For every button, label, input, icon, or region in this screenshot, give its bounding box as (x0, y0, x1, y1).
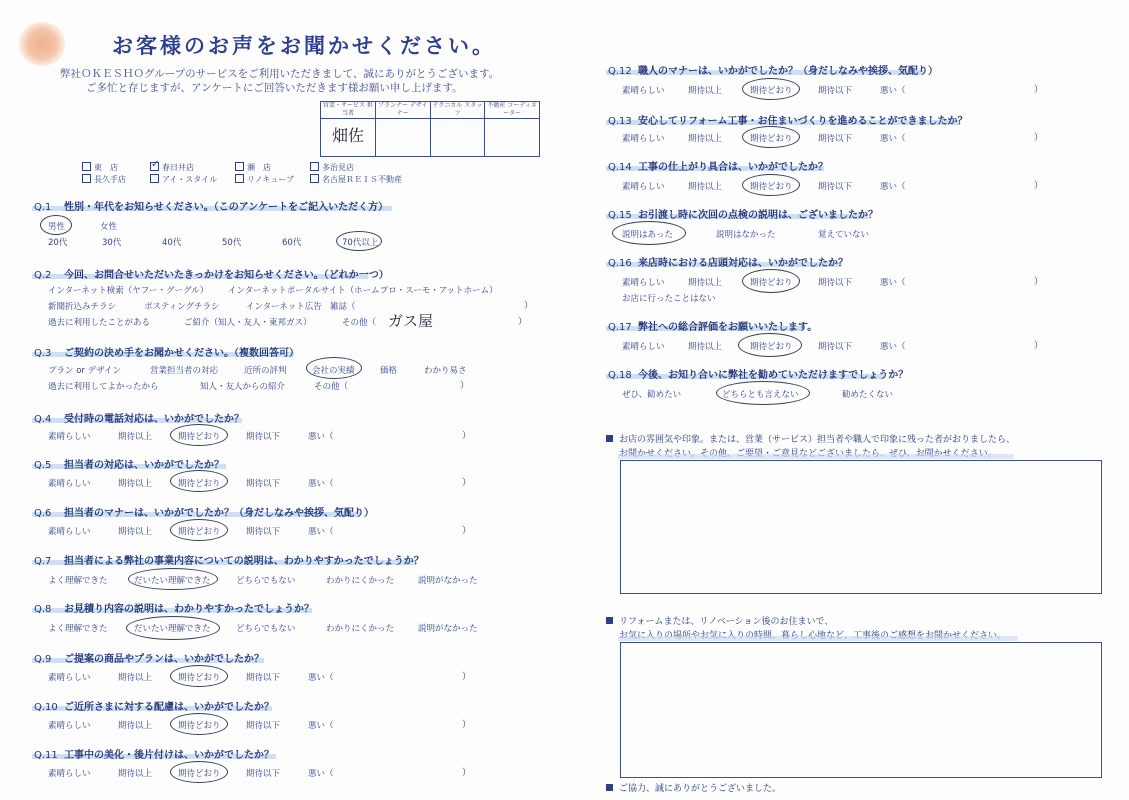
q9-option-2[interactable]: 期待以上 (118, 673, 153, 683)
q16-option-3[interactable]: 期待どおり (750, 278, 793, 288)
q3-option-sales-staff[interactable]: 営業担当者の対応 (150, 366, 219, 376)
q14-option-1[interactable]: 素晴らしい (622, 182, 665, 192)
q3-other-close: ） (460, 381, 470, 391)
q1-answer-circle-70s (336, 231, 382, 251)
q1-option-female[interactable]: 女性 (100, 222, 118, 232)
store-checkbox-renocube[interactable]: リノキューブ (235, 174, 294, 185)
q12-option-2[interactable]: 期待以上 (688, 86, 723, 96)
q6-option-5[interactable]: 悪い（ (308, 527, 334, 537)
question-q9: Q.9 ご提案の商品やプランは、いかがでしたか？ (34, 654, 264, 665)
q11-option-3[interactable]: 期待どおり (178, 769, 221, 779)
q17-option-3[interactable]: 期待どおり (750, 342, 793, 352)
q16-option-2[interactable]: 期待以上 (688, 278, 723, 288)
q10-option-4[interactable]: 期待以下 (246, 721, 281, 731)
staff-header-sales: 営業・サービス 担当者 (321, 102, 376, 119)
q16-option-4[interactable]: 期待以下 (818, 278, 853, 288)
q3-answer-circle (306, 357, 362, 379)
comment-1-prompt-line-1: お店の雰囲気や印象。または、営業（サービス）担当者や職人で印象に残った者がおりましたら、 (606, 432, 1015, 445)
q7-option-3[interactable]: どちらでもない (236, 576, 296, 586)
q2-other-answer[interactable]: ガス屋 (388, 312, 434, 330)
q18-option-2[interactable]: どちらとも言えない (722, 390, 799, 400)
q7-option-2[interactable]: だいたい理解できた (134, 576, 211, 586)
staff-sales-value[interactable]: 畑佐 (331, 125, 364, 145)
question-q5: Q.5 担当者の対応は、いかがでしたか？ (34, 460, 224, 471)
question-q17: Q.17 弊社への総合評価をお願いいたします。 (608, 322, 818, 333)
q4-option-1[interactable]: 素晴らしい (48, 432, 91, 442)
question-q2: Q.2 今回、お問合せいただいたきっかけをお知らせください。（どれか一つ） (34, 270, 389, 281)
store-checkbox-kasugai[interactable]: ✓ 春日井店 (151, 159, 194, 172)
q14-answer-circle (742, 174, 800, 196)
q2-option-newspaper[interactable]: 新聞折込みチラシ (48, 302, 117, 312)
q11-option-5[interactable]: 悪い（ (308, 769, 334, 779)
q1-option-70s[interactable]: 70代以上 (342, 238, 379, 248)
q2-option-referral[interactable]: ご紹介（知人・友人・東邦ガス） (184, 318, 312, 328)
q6-answer-circle (170, 519, 228, 541)
q6-option-4[interactable]: 期待以下 (246, 527, 281, 537)
comment-2-textarea[interactable] (620, 642, 1102, 778)
q16-answer-circle (742, 269, 800, 293)
q13-close: ） (1034, 133, 1044, 143)
q15-option-2[interactable]: 説明はなかった (716, 230, 776, 240)
q6-option-2[interactable]: 期待以上 (118, 527, 153, 537)
question-q12: Q.12 職人のマナーは、いかがでしたか？（身だしなみや挨拶、気配り） (608, 66, 938, 77)
store-checkbox-higashi[interactable]: 東 店 (82, 162, 118, 173)
q8-answer-circle (126, 616, 220, 640)
q2-option-other[interactable]: その他（ (342, 318, 377, 328)
q6-option-3[interactable]: 期待どおり (178, 527, 221, 537)
q14-option-5[interactable]: 悪い（ (880, 182, 906, 192)
q2-option-search[interactable]: インターネット検索（ヤフー・グーグル） (48, 286, 209, 296)
q10-option-3[interactable]: 期待どおり (178, 721, 221, 731)
q6-option-1[interactable]: 素晴らしい (48, 527, 91, 537)
q3-option-reputation[interactable]: 近所の評判 (244, 366, 287, 376)
staff-realestate-cell[interactable] (485, 119, 540, 157)
q14-close: ） (1034, 181, 1044, 191)
question-q1: Q.1 性別・年代をお知らせください。（このアンケートをご記入いただく方） (34, 202, 389, 213)
q2-option-past-use[interactable]: 過去に利用したことがある (48, 318, 151, 328)
q5-option-1[interactable]: 素晴らしい (48, 479, 91, 489)
q9-option-5[interactable]: 悪い（ (308, 673, 334, 683)
q14-option-4[interactable]: 期待以下 (818, 182, 853, 192)
q4-option-2[interactable]: 期待以上 (118, 432, 153, 442)
q13-option-4[interactable]: 期待以下 (818, 134, 853, 144)
q16-option-never-visited[interactable]: お店に行ったことはない (622, 294, 716, 304)
staff-header-planner: プランナー デザイナー (375, 102, 430, 119)
q11-option-1[interactable]: 素晴らしい (48, 769, 91, 779)
q1-option-60s[interactable]: 60代 (282, 238, 302, 248)
q17-option-4[interactable]: 期待以下 (818, 342, 853, 352)
staff-table (320, 101, 540, 157)
q18-option-3[interactable]: 勧めたくない (842, 390, 894, 400)
question-q6: Q.6 担当者のマナーは、いかがでしたか？（身だしなみや挨拶、気配り） (34, 508, 374, 519)
store-checkbox-istyle[interactable]: アイ・スタイル (150, 174, 217, 185)
q2-option-portal[interactable]: インターネットポータルサイト（ホームプロ・スーモ・アットホーム） (228, 286, 498, 296)
q2-magazine-close: ） (524, 301, 534, 311)
staff-header-technical: テクニカル スタッフ (430, 102, 485, 119)
q5-close: ） (462, 478, 472, 488)
q12-close: ） (1034, 85, 1044, 95)
q7-option-5[interactable]: 説明がなかった (418, 576, 478, 586)
q5-option-2[interactable]: 期待以上 (118, 479, 153, 489)
q10-option-5[interactable]: 悪い（ (308, 721, 334, 731)
q3-option-other[interactable]: その他（ (314, 382, 349, 392)
q5-answer-circle (170, 470, 228, 492)
q18-answer-circle (716, 381, 810, 405)
q11-option-4[interactable]: 期待以下 (246, 769, 281, 779)
q13-option-1[interactable]: 素晴らしい (622, 134, 665, 144)
q15-option-3[interactable]: 覚えていない (818, 230, 870, 240)
q8-option-1[interactable]: よく理解できた (48, 624, 108, 634)
q12-option-1[interactable]: 素晴らしい (622, 86, 665, 96)
q1-option-male[interactable]: 男性 (48, 222, 66, 232)
ink-stamp (18, 22, 66, 66)
q9-answer-circle (170, 665, 228, 687)
store-checkbox-reis[interactable]: 名古屋ＲＥＩＳ不動産 (310, 174, 402, 185)
q3-option-price[interactable]: 価格 (380, 366, 398, 376)
intro-line-2: ご多忙と存じますが、アンケートにご回答いただきます様お願い申し上げます。 (86, 82, 463, 94)
q18-option-1[interactable]: ぜひ、勧めたい (622, 390, 682, 400)
q9-close: ） (462, 672, 472, 682)
q1-answer-circle-male (40, 215, 72, 235)
q8-option-3[interactable]: どちらでもない (236, 624, 296, 634)
q3-option-friend-referral[interactable]: 知人・友人からの紹介 (200, 382, 286, 392)
q17-answer-circle (738, 333, 802, 357)
q16-option-1[interactable]: 素晴らしい (622, 278, 665, 288)
q4-option-5[interactable]: 悪い（ (308, 432, 334, 442)
q12-answer-circle (742, 78, 800, 100)
question-q8: Q.8 お見積り内容の説明は、わかりやすかったでしょうか？ (34, 604, 314, 615)
q3-option-past-good[interactable]: 過去に利用してよかったから (48, 382, 159, 392)
q12-option-4[interactable]: 期待以下 (818, 86, 853, 96)
q2-option-web-ad[interactable]: インターネット広告 (246, 302, 322, 312)
q3-option-clarity[interactable]: わかり易さ (424, 366, 467, 376)
q12-option-3[interactable]: 期待どおり (750, 86, 793, 96)
q11-option-2[interactable]: 期待以上 (118, 769, 153, 779)
store-checkbox-tajimi[interactable]: 多治見店 (310, 162, 354, 173)
q15-option-1[interactable]: 説明はあった (622, 230, 673, 240)
q7-answer-circle (128, 568, 218, 590)
question-q16: Q.16 来店時における店頭対応は、いかがでしたか？ (608, 258, 848, 269)
q17-option-1[interactable]: 素晴らしい (622, 342, 665, 352)
q1-option-30s[interactable]: 30代 (102, 238, 122, 248)
question-q18: Q.18 今後、お知り合いに弊社を勧めていただけますでしょうか？ (608, 370, 909, 381)
q10-option-2[interactable]: 期待以上 (118, 721, 153, 731)
q4-close: ） (462, 431, 472, 441)
q6-close: ） (462, 526, 472, 536)
q1-option-20s[interactable]: 20代 (48, 238, 68, 248)
question-q3: Q.3 ご契約の決め手をお聞かせください。（複数回答可） (34, 348, 299, 359)
q9-option-1[interactable]: 素晴らしい (48, 673, 91, 683)
q10-option-1[interactable]: 素晴らしい (48, 721, 91, 731)
question-q14: Q.14 工事の仕上がり具合は、いかがでしたか？ (608, 162, 828, 173)
q14-option-2[interactable]: 期待以上 (688, 182, 723, 192)
intro-line-1: 弊社ＯＫＥＳＨＯグループのサービスをご利用いただきまして、誠にありがとうございます。 (60, 68, 500, 80)
question-q13: Q.13 安心してリフォーム工事・お住まいづくりを進めることができましたか？ (608, 116, 968, 127)
q14-option-3[interactable]: 期待どおり (750, 182, 793, 192)
q7-option-1[interactable]: よく理解できた (48, 576, 108, 586)
staff-header-realestate: 不動産 コーディネーター (485, 102, 540, 119)
thanks-message: ご協力、誠にありがとうございました。 (606, 781, 781, 794)
q1-option-40s[interactable]: 40代 (162, 238, 182, 248)
q9-option-3[interactable]: 期待どおり (178, 673, 221, 683)
question-q10: Q.10 ご近所さまに対する配慮は、いかがでしたか？ (34, 702, 274, 713)
q16-option-5[interactable]: 悪い（ (880, 278, 906, 288)
q4-option-4[interactable]: 期待以下 (246, 432, 281, 442)
q8-option-2[interactable]: だいたい理解できた (134, 624, 211, 634)
q7-option-4[interactable]: わかりにくかった (326, 576, 395, 586)
q16-close: ） (1034, 277, 1044, 287)
question-q15: Q.15 お引渡し時に次回の点検の説明は、ございましたか？ (608, 210, 878, 221)
comment-2-prompt-line-1: リフォームまたは、リノベーション後のお住まいで、 (606, 614, 833, 627)
q3-option-plan[interactable]: プラン or デザイン (48, 366, 122, 376)
q13-answer-circle (742, 126, 800, 148)
page-title: お客様のお声をお聞かせください。 (112, 34, 496, 58)
store-checkbox-seto[interactable]: 瀬 店 (235, 162, 271, 173)
q4-answer-circle (170, 424, 228, 446)
q5-option-3[interactable]: 期待どおり (178, 479, 221, 489)
q2-option-magazine[interactable]: 雑誌（ (330, 302, 356, 312)
q15-answer-circle (612, 221, 686, 245)
question-q4: Q.4 受付時の電話対応は、いかがでしたか？ (34, 414, 244, 425)
q11-close: ） (462, 768, 472, 778)
q2-option-posting[interactable]: ポスティングチラシ (144, 302, 220, 312)
q5-option-5[interactable]: 悪い（ (308, 479, 334, 489)
store-checkbox-nagakute[interactable]: 長久手店 (82, 174, 126, 185)
q9-option-4[interactable]: 期待以下 (246, 673, 281, 683)
q17-option-2[interactable]: 期待以上 (688, 342, 723, 352)
q10-close: ） (462, 720, 472, 730)
staff-technical-cell[interactable] (430, 119, 485, 157)
q8-option-5[interactable]: 説明がなかった (418, 624, 478, 634)
q11-answer-circle (170, 761, 228, 783)
q2-other-close: ） (518, 317, 528, 327)
q10-answer-circle (170, 713, 228, 735)
q3-option-track-record[interactable]: 会社の実績 (312, 366, 355, 376)
q13-option-3[interactable]: 期待どおり (750, 134, 793, 144)
q13-option-5[interactable]: 悪い（ (880, 134, 906, 144)
staff-planner-cell[interactable] (375, 119, 430, 157)
q13-option-2[interactable]: 期待以上 (688, 134, 723, 144)
q12-option-5[interactable]: 悪い（ (880, 86, 906, 96)
question-q11: Q.11 工事中の美化・後片付けは、いかがでしたか？ (34, 750, 274, 761)
q5-option-4[interactable]: 期待以下 (246, 479, 281, 489)
q8-option-4[interactable]: わかりにくかった (326, 624, 395, 634)
question-q7: Q.7 担当者による弊社の事業内容についての説明は、わかりやすかったでしょうか？ (34, 556, 424, 567)
q17-option-5[interactable]: 悪い（ (880, 342, 906, 352)
comment-1-textarea[interactable] (620, 460, 1102, 594)
q1-option-50s[interactable]: 50代 (222, 238, 242, 248)
q17-close: ） (1034, 341, 1044, 351)
q4-option-3[interactable]: 期待どおり (178, 432, 221, 442)
